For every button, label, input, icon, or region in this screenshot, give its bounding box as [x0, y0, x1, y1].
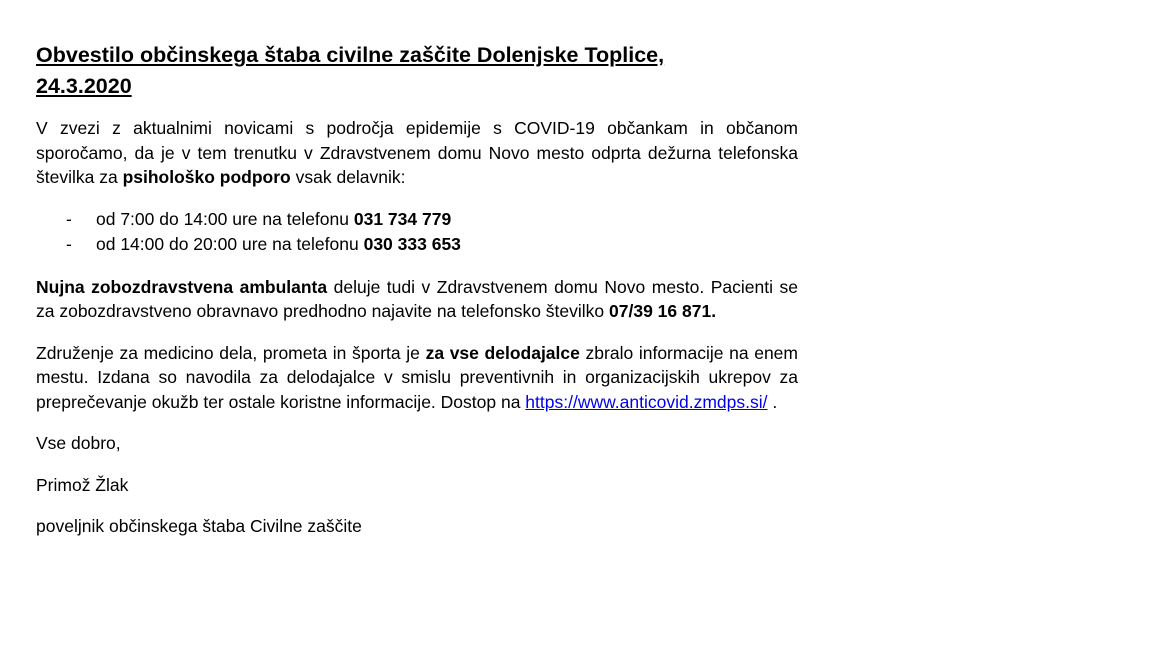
intro-text-end: vsak delavnik:	[290, 167, 406, 187]
document	[36, 40, 798, 556]
phone-number: 031 734 779	[353, 208, 452, 229]
association-paragraph	[36, 341, 798, 415]
dental-paragraph	[36, 275, 798, 324]
intro-text: V zvezi z aktualnimi novicami s področja epidemije s COVID-19 občankam in občanom sporočamo, da je v tem trenutku v Zdravstvenem domu Novo mesto odprta dežurna telefonska številka za	[36, 118, 798, 187]
signature-name: Primož Žlak	[36, 474, 129, 495]
association-bold: za vse delodajalce	[425, 342, 580, 363]
intro-bold: psihološko podporo	[122, 167, 291, 187]
document-title	[36, 40, 817, 102]
association-text: Združenje za medicino dela, prometa in športa je	[36, 342, 426, 363]
association-text-end: zbralo informacije na enem mestu. Izdana so navodila za delodajalce v smislu preventivnih in organizacijskih ukrepov za preprečevanje okužb ter ostale koristne informacije. Dostop na	[36, 342, 798, 412]
intro-paragraph	[36, 116, 798, 190]
dental-text: deluje tudi v Zdravstvenem domu Novo mesto. Pacienti se za zobozdravstveno obravnavo predhodno najavite na telefonsko številko	[36, 276, 798, 321]
list-item	[36, 232, 798, 258]
list-item-text: od 7:00 do 14:00 ure na telefonu	[96, 208, 354, 229]
phone-number: 030 333 653	[363, 234, 461, 254]
phone-list	[36, 207, 798, 258]
title-date: 24.3.2020	[36, 74, 132, 98]
dental-phone-number: 07/39 16 871.	[609, 301, 717, 321]
list-item	[36, 207, 798, 233]
dental-bold: Nujna zobozdravstvena ambulanta	[36, 276, 328, 297]
list-bullet: -	[66, 208, 72, 229]
title-line: Obvestilo občinskega štaba civilne zaščite Dolenjske Toplice,	[36, 43, 665, 67]
closing-greeting: Vse dobro,	[36, 433, 121, 453]
list-bullet: -	[66, 234, 72, 254]
list-item-text: od 14:00 do 20:00 ure na telefonu	[96, 234, 364, 254]
association-trailing: .	[767, 391, 778, 412]
signature-role: poveljnik občinskega štaba Civilne zaščite	[36, 516, 362, 536]
anticovid-link[interactable]: https://www.anticovid.zmdps.si/	[525, 391, 768, 412]
